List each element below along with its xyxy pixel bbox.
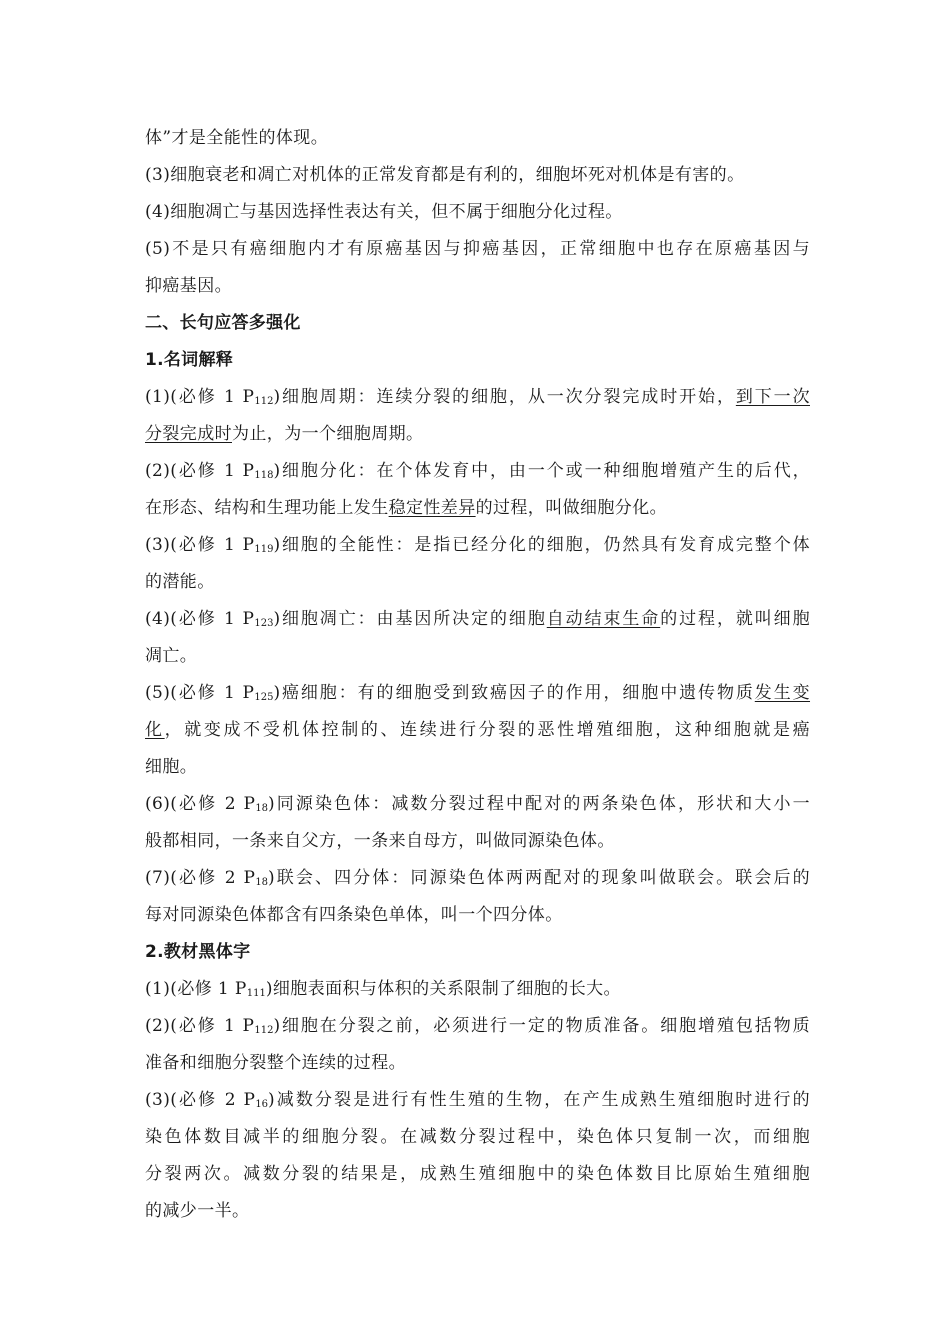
term-line: (3)(必修 1 $P_{119}$)细胞的全能性：是指已经分化的细胞，仍然具有发育成完整个体 — [145, 535, 810, 555]
section-title: 二、长句应答多强化 — [145, 313, 301, 333]
bold-text-line: 分裂两次。减数分裂的结果是，成熟生殖细胞中的染色体数目比原始生殖细胞 — [145, 1164, 810, 1184]
term-line: 分裂完成时为止，为一个细胞周期。 — [145, 424, 424, 444]
term-line: (1)(必修 1 $P_{112}$)细胞周期：连续分裂的细胞，从一次分裂完成时开始，到下一次 — [145, 387, 810, 407]
text-line: 抑癌基因。 — [145, 276, 232, 296]
term-line: (2)(必修 1 $P_{118}$)细胞分化：在个体发育中，由一个或一种细胞增殖产生的后代， — [145, 461, 810, 481]
term-line: (4)(必修 1 $P_{123}$)细胞凋亡：由基因所决定的细胞自动结束生命的过程，就叫细胞 — [145, 609, 810, 629]
term-line: (6)(必修 2 $P_{18}$)同源染色体：减数分裂过程中配对的两条染色体，形状和大小一 — [145, 794, 811, 814]
page-ref-subscript: 118 — [254, 470, 274, 481]
page-ref-subscript: 119 — [254, 544, 274, 555]
underlined-answer: 分裂完成时 — [145, 424, 232, 444]
bold-text-line: 染色体数目减半的细胞分裂。在减数分裂过程中，染色体只复制一次，而细胞 — [145, 1127, 810, 1147]
term-line: 般都相同，一条来自父方，一条来自母方，叫做同源染色体。 — [145, 831, 615, 851]
underlined-answer: 稳定性差异 — [388, 498, 476, 518]
underlined-answer: 发生变 — [754, 683, 811, 703]
page-ref-subscript: 123 — [254, 618, 274, 629]
bold-text-line: (3)(必修 2 $P_{16}$)减数分裂是进行有性生殖的生物，在产生成熟生殖细胞时进行的 — [145, 1090, 811, 1110]
page-ref-subscript: 125 — [254, 692, 274, 703]
page-ref-subscript: 18 — [255, 877, 269, 888]
bold-text-line: (2)(必修 1 $P_{112}$)细胞在分裂之前，必须进行一定的物质准备。细胞增殖包括物质 — [145, 1016, 810, 1036]
page-ref-subscript: 112 — [254, 396, 274, 407]
subsection-title: 2.教材黑体字 — [145, 942, 251, 962]
term-line: 在形态、结构和生理功能上发生稳定性差异的过程，叫做细胞分化。 — [145, 498, 668, 518]
page-ref-subscript: 111 — [246, 988, 266, 999]
term-line: (5)(必修 1 $P_{125}$)癌细胞：有的细胞受到致癌因子的作用，细胞中遗传物质发生变 — [145, 683, 811, 703]
text-line: (5)不是只有癌细胞内才有原癌基因与抑癌基因，正常细胞中也存在原癌基因与 — [145, 239, 810, 259]
term-line: 凋亡。 — [145, 646, 198, 666]
term-line: 化，就变成不受机体控制的、连续进行分裂的恶性增殖细胞，这种细胞就是癌 — [145, 720, 810, 740]
term-line: 细胞。 — [145, 757, 198, 777]
page-ref-subscript: 16 — [255, 1099, 269, 1110]
bold-text-line: 准备和细胞分裂整个连续的过程。 — [145, 1053, 406, 1073]
page-ref-subscript: 112 — [254, 1025, 274, 1036]
subsection-title: 1.名词解释 — [145, 350, 234, 370]
underlined-answer: 自动结束生命 — [546, 609, 661, 629]
term-line: 每对同源染色体都含有四条染色单体，叫一个四分体。 — [145, 905, 563, 925]
text-line: (3)细胞衰老和凋亡对机体的正常发育都是有利的，细胞坏死对机体是有害的。 — [145, 165, 745, 185]
underlined-answer: 到下一次 — [735, 387, 810, 407]
underlined-answer: 化 — [145, 720, 165, 740]
text-line: (4)细胞凋亡与基因选择性表达有关，但不属于细胞分化过程。 — [145, 202, 623, 222]
term-line: (7)(必修 2 $P_{18}$)联会、四分体：同源染色体两两配对的现象叫做联会。联会后的 — [145, 868, 811, 888]
term-line: 的潜能。 — [145, 572, 215, 592]
page-ref-subscript: 18 — [255, 803, 269, 814]
bold-text-line: (1)(必修 1 $P_{111}$)细胞表面积与体积的关系限制了细胞的长大。 — [145, 979, 621, 999]
text-line: 体”才是全能性的体现。 — [145, 128, 329, 148]
bold-text-line: 的减少一半。 — [145, 1201, 250, 1221]
